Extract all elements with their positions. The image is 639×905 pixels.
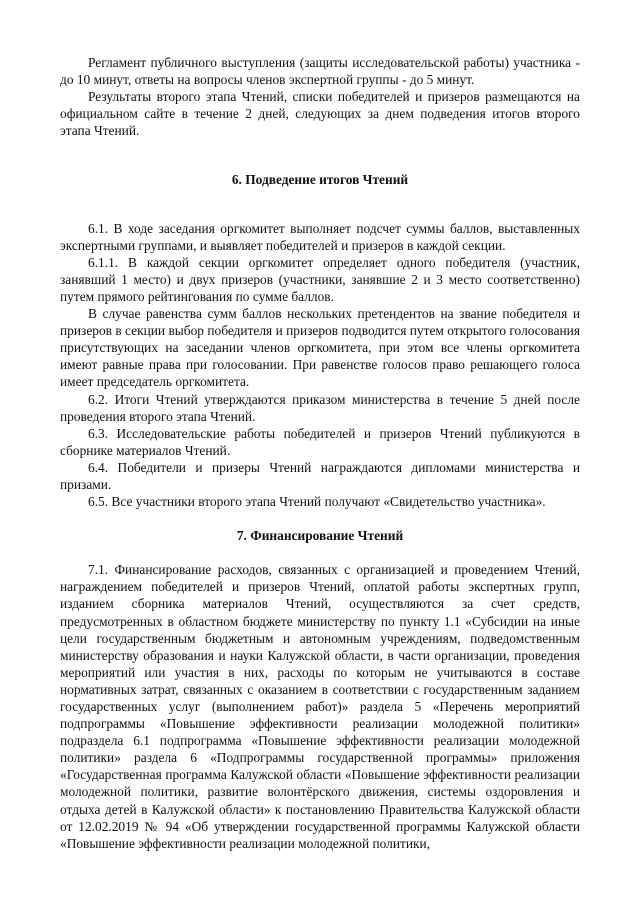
paragraph-6-4: 6.4. Победители и призеры Чтений награждаются дипломами министерства и призами. (60, 459, 580, 492)
paragraph-6-1: 6.1. В ходе заседания оргкомитет выполняет подсчет суммы баллов, выставленных экспертными группами, и выявляет победителей и призеров в каждой секции. (60, 220, 580, 253)
section-6-heading: 6. Подведение итогов Чтений (231, 172, 409, 188)
section-7-heading: 7. Финансирование Чтений (236, 528, 404, 544)
paragraph-regulation: Регламент публичного выступления (защиты исследовательской работы) участника - до 10 минут, ответы на вопросы членов экспертной группы - до 5 минут. (60, 55, 580, 88)
document-body (60, 54, 580, 852)
paragraph-7-1: 7.1. Финансирование расходов, связанных с организацией и проведением Чтений, награждением победителей и призеров Чтений, оплатой работы экспертных групп, изданием сборника материалов Чтений, осуществляются за счет средств, предусмотренных в областном бюджете министерству по пункту 1.1 «Субсидии на иные цели государственным бюджетным и автономным учреждениям, подведомственным министерству образования и науки Калужской области, в части организации, проведения мероприятий или участия в них, расходы по которым не учитываются в составе нормативных затрат, связанных с оказанием в соответствии с государственным заданием государственных услуг (выполнением работ)» раздела 5 «Перечень мероприятий подпрограммы «Повышение эффективности реализации молодежной политики» подраздела 6.1 подпрограмма «Повышение эффективности реализации молодежной политики» раздела 6 «Подпрограммы государственной программы» приложения «Государственная программа Калужской области «Повышение эффективности реализации молодежной политики, развитие волонтёрского движения, системы оздоровления и отдыха детей в Калужской области» к постановлению Правительства Калужской области от 12.02.2019 № 94 «Об утверждении государственной программы Калужской области «Повышение эффективности реализации молодежной политики, (60, 562, 580, 851)
paragraph-tie-rule: В случае равенства сумм баллов нескольких претендентов на звание победителя и призеров в секции выбор победителя и призеров подводится путем открытого голосования присутствующих на заседании членов оргкомитета, при этом все члены оргкомитета имеют равные права при голосовании. При равенстве голосов право решающего голоса имеет председатель оргкомитета. (60, 306, 580, 390)
paragraph-6-2: 6.2. Итоги Чтений утверждаются приказом министерства в течение 5 дней после проведения второго этапа Чтений. (60, 391, 580, 424)
paragraph-6-1-1: 6.1.1. В каждой секции оргкомитет определяет одного победителя (участник, занявший 1 место) и двух призеров (участники, занявшие 2 и 3 место соответственно) путем прямого рейтингования по сумме баллов. (60, 254, 580, 304)
paragraph-6-5: 6.5. Все участники второго этапа Чтений получают «Свидетельство участника». (88, 494, 546, 510)
paragraph-results: Результаты второго этапа Чтений, списки победителей и призеров размещаются на официальном сайте в течение 2 дней, следующих за днем подведения итогов второго этапа Чтений. (60, 89, 580, 139)
paragraph-6-3: 6.3. Исследовательские работы победителей и призеров Чтений публикуются в сборнике материалов Чтений. (60, 425, 580, 458)
